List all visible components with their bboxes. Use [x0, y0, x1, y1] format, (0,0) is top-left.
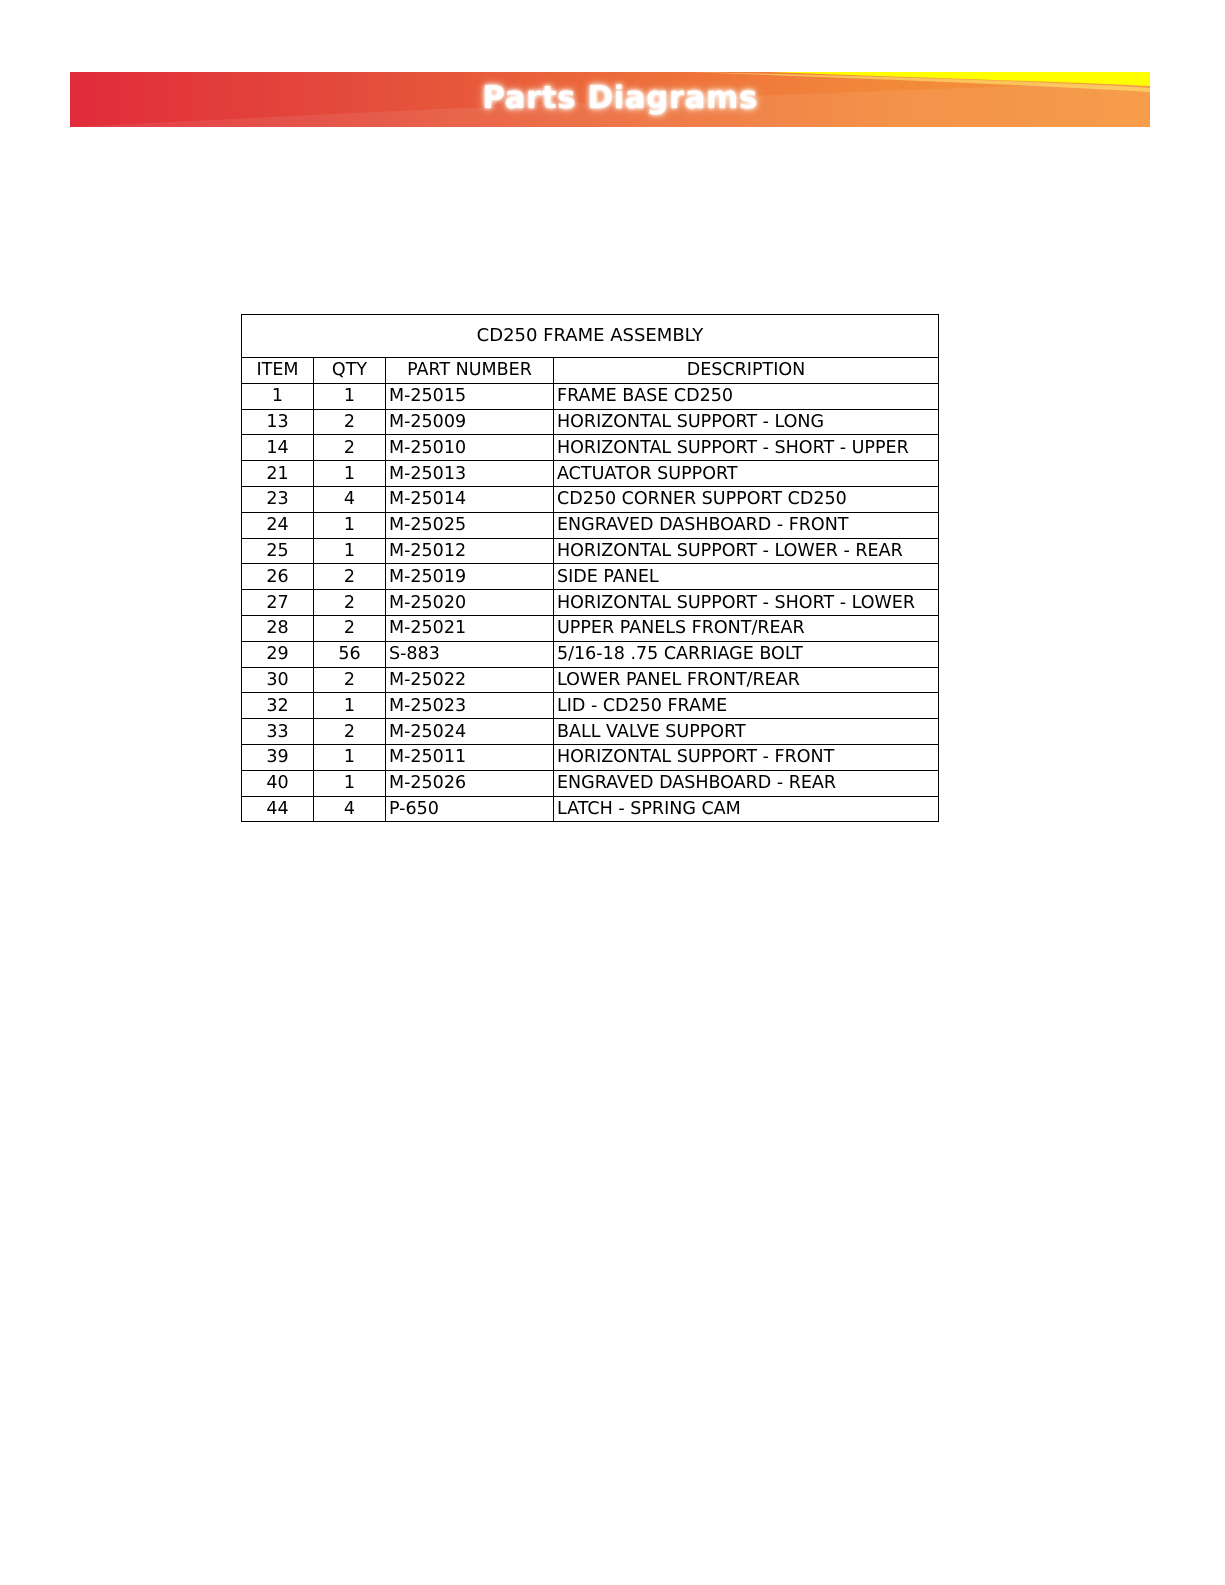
parts-table: [241, 314, 939, 822]
qty-cell: 4: [314, 796, 386, 822]
item-cell: 1: [242, 383, 314, 409]
table-row: [242, 564, 939, 590]
description-cell: ACTUATOR SUPPORT: [554, 461, 939, 487]
page-title: Parts Diagrams: [482, 80, 758, 116]
part-number-cell: M-25013: [386, 461, 554, 487]
qty-cell: 2: [314, 564, 386, 590]
part-number-cell: M-25010: [386, 435, 554, 461]
qty-cell: 1: [314, 461, 386, 487]
item-cell: 30: [242, 667, 314, 693]
table-row: [242, 383, 939, 409]
item-cell: 44: [242, 796, 314, 822]
part-number-cell: M-25009: [386, 409, 554, 435]
part-number-cell: M-25026: [386, 770, 554, 796]
table-row: [242, 538, 939, 564]
qty-cell: 2: [314, 409, 386, 435]
table-row: [242, 796, 939, 822]
part-number-cell: M-25022: [386, 667, 554, 693]
item-cell: 40: [242, 770, 314, 796]
item-cell: 13: [242, 409, 314, 435]
part-number-cell: P-650: [386, 796, 554, 822]
part-number-cell: M-25020: [386, 590, 554, 616]
part-number-cell: M-25019: [386, 564, 554, 590]
description-cell: HORIZONTAL SUPPORT - LOWER - REAR: [554, 538, 939, 564]
table-row: [242, 486, 939, 512]
column-header-item: ITEM: [242, 358, 314, 384]
description-cell: LID - CD250 FRAME: [554, 693, 939, 719]
item-cell: 29: [242, 641, 314, 667]
description-cell: HORIZONTAL SUPPORT - LONG: [554, 409, 939, 435]
item-cell: 28: [242, 615, 314, 641]
part-number-cell: M-25025: [386, 512, 554, 538]
item-cell: 39: [242, 744, 314, 770]
description-cell: HORIZONTAL SUPPORT - SHORT - UPPER: [554, 435, 939, 461]
table-row: [242, 770, 939, 796]
column-header-description: DESCRIPTION: [554, 358, 939, 384]
part-number-cell: M-25014: [386, 486, 554, 512]
qty-cell: 2: [314, 590, 386, 616]
item-cell: 25: [242, 538, 314, 564]
description-cell: ENGRAVED DASHBOARD - FRONT: [554, 512, 939, 538]
qty-cell: 1: [314, 693, 386, 719]
table-row: [242, 512, 939, 538]
description-cell: BALL VALVE SUPPORT: [554, 719, 939, 745]
table-row: [242, 641, 939, 667]
part-number-cell: M-25021: [386, 615, 554, 641]
qty-cell: 2: [314, 667, 386, 693]
table-row: [242, 461, 939, 487]
table-row: [242, 409, 939, 435]
qty-cell: 2: [314, 719, 386, 745]
item-cell: 21: [242, 461, 314, 487]
qty-cell: 1: [314, 538, 386, 564]
item-cell: 27: [242, 590, 314, 616]
part-number-cell: M-25023: [386, 693, 554, 719]
part-number-cell: M-25012: [386, 538, 554, 564]
item-cell: 32: [242, 693, 314, 719]
qty-cell: 4: [314, 486, 386, 512]
qty-cell: 1: [314, 770, 386, 796]
description-cell: ENGRAVED DASHBOARD - REAR: [554, 770, 939, 796]
item-cell: 33: [242, 719, 314, 745]
table-row: [242, 615, 939, 641]
description-cell: CD250 CORNER SUPPORT CD250: [554, 486, 939, 512]
qty-cell: 1: [314, 383, 386, 409]
table-row: [242, 693, 939, 719]
table-row: [242, 667, 939, 693]
qty-cell: 2: [314, 435, 386, 461]
qty-cell: 56: [314, 641, 386, 667]
part-number-cell: M-25024: [386, 719, 554, 745]
item-cell: 23: [242, 486, 314, 512]
description-cell: LOWER PANEL FRONT/REAR: [554, 667, 939, 693]
column-header-qty: QTY: [314, 358, 386, 384]
part-number-cell: M-25011: [386, 744, 554, 770]
qty-cell: 2: [314, 615, 386, 641]
item-cell: 24: [242, 512, 314, 538]
column-header-part-number: PART NUMBER: [386, 358, 554, 384]
table-row: [242, 719, 939, 745]
header-banner: [70, 72, 1150, 127]
item-cell: 26: [242, 564, 314, 590]
description-cell: HORIZONTAL SUPPORT - FRONT: [554, 744, 939, 770]
table-row: [242, 590, 939, 616]
description-cell: SIDE PANEL: [554, 564, 939, 590]
table-row: [242, 435, 939, 461]
part-number-cell: M-25015: [386, 383, 554, 409]
description-cell: FRAME BASE CD250: [554, 383, 939, 409]
table-title-row: [242, 315, 939, 358]
description-cell: UPPER PANELS FRONT/REAR: [554, 615, 939, 641]
description-cell: LATCH - SPRING CAM: [554, 796, 939, 822]
qty-cell: 1: [314, 744, 386, 770]
description-cell: HORIZONTAL SUPPORT - SHORT - LOWER: [554, 590, 939, 616]
qty-cell: 1: [314, 512, 386, 538]
item-cell: 14: [242, 435, 314, 461]
table-title: CD250 FRAME ASSEMBLY: [242, 315, 939, 358]
table-row: [242, 744, 939, 770]
table-header-row: [242, 358, 939, 384]
description-cell: 5/16-18 .75 CARRIAGE BOLT: [554, 641, 939, 667]
part-number-cell: S-883: [386, 641, 554, 667]
